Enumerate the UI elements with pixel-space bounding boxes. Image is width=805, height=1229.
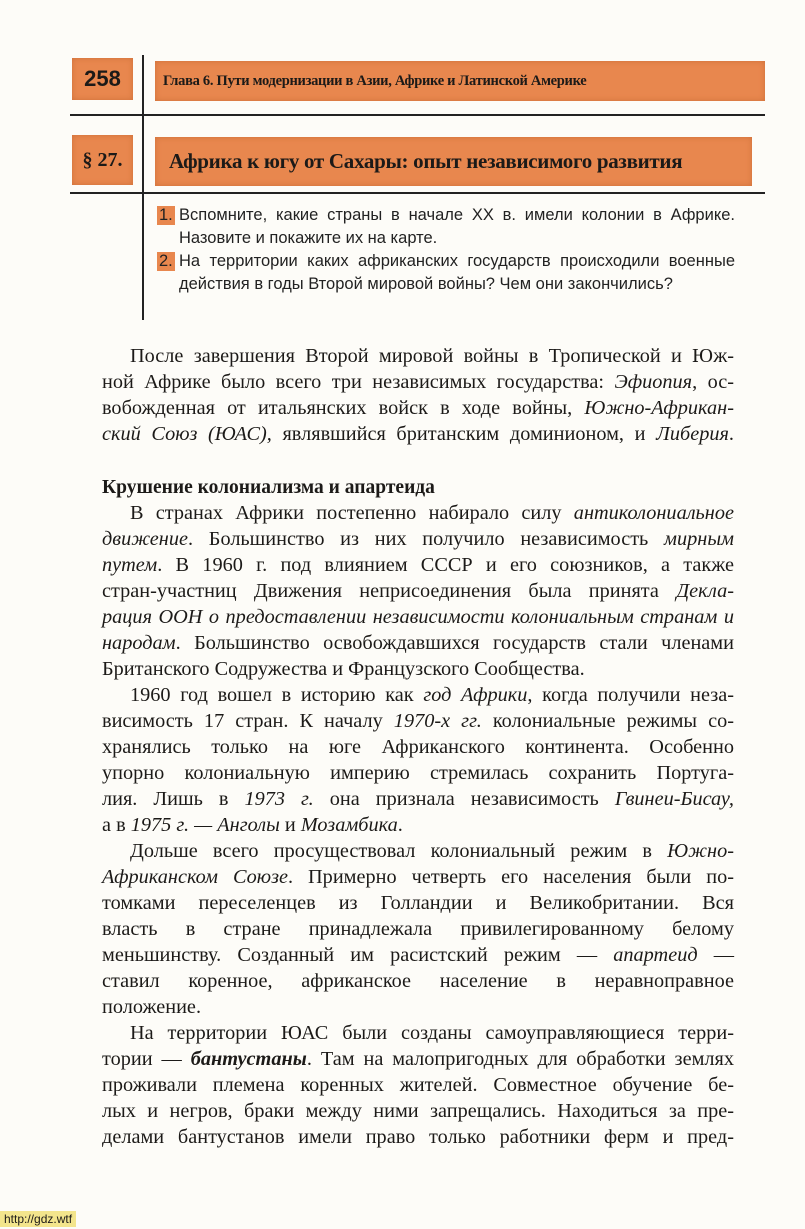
text-segment: и <box>279 814 301 836</box>
text-line <box>102 369 734 395</box>
text-segment: тории — <box>102 1048 191 1070</box>
emphasis-text: Мозамбика <box>300 814 398 836</box>
emphasis-text: 1970-х гг. <box>393 710 482 732</box>
text-line <box>102 708 734 734</box>
text-segment: , когда получили неза- <box>527 684 734 706</box>
text-segment: . Большинство из них получило независимость <box>188 528 665 550</box>
emphasis-text: Либерия <box>656 423 729 445</box>
question <box>157 204 735 250</box>
emphasis-text: Южно-Африкан- <box>584 397 734 419</box>
text-line <box>102 890 734 916</box>
emphasis-text: год Африки <box>423 684 528 706</box>
paragraph <box>102 343 734 447</box>
vertical-rule <box>142 55 144 320</box>
text-line <box>102 1124 734 1150</box>
section-title: Африка к югу от Сахары: опыт независимого развития <box>155 137 752 186</box>
question-text: Вспомните, какие страны в начале XX в. имели колонии в Африке. Назовите и покажите их на карте. <box>179 206 735 247</box>
text-segment: лых и негров, браки между ними запрещались. Находиться за пре- <box>102 1100 734 1122</box>
text-segment: . В 1960 г. под влиянием СССР и его союзников, а также <box>157 554 734 576</box>
horizontal-rule <box>70 114 765 116</box>
text-segment: . <box>397 814 403 836</box>
emphasis-text: Эфиопия <box>614 371 693 393</box>
text-segment: она признала независимость <box>313 788 615 810</box>
subheading: Крушение колониализма и апартеида <box>102 477 435 498</box>
text-segment: делами бантустанов имели право только работники ферм и пред- <box>102 1126 734 1148</box>
page-number: 258 <box>72 58 133 100</box>
text-segment: . <box>728 423 734 445</box>
text-segment: После завершения Второй мировой войны в Тропической и Юж- <box>130 345 734 367</box>
text-line <box>102 343 734 369</box>
text-segment: Дольше всего просуществовал колониальный режим в <box>130 840 668 862</box>
emphasis-text: 1973 г. <box>244 788 314 810</box>
horizontal-rule <box>70 192 765 194</box>
emphasis-text: бантустаны <box>190 1048 307 1070</box>
text-segment: томками переселенцев из Голландии и Великобритании. Вся <box>102 892 734 914</box>
text-segment: меньшинству. Созданный им расистский режим — <box>102 944 614 966</box>
text-line <box>102 1020 734 1046</box>
emphasis-text: Африканском Союзе <box>102 866 288 888</box>
emphasis-text: Гвинеи-Бисау, <box>614 788 734 810</box>
emphasis-text: ский Союз (ЮАС), <box>102 423 272 445</box>
text-line <box>102 812 734 838</box>
text-segment: На территории ЮАС были созданы самоуправляющиеся терри- <box>130 1022 734 1044</box>
text-segment: В странах Африки постепенно набирало силу <box>130 502 574 524</box>
text-line <box>102 994 734 1020</box>
text-line <box>102 968 734 994</box>
text-line <box>102 734 734 760</box>
text-segment: положение. <box>102 996 202 1018</box>
text-segment: являвшийся британским доминионом, и <box>271 423 657 445</box>
emphasis-text: движение <box>102 528 189 550</box>
text-segment: проживали племена коренных жителей. Совместное обучение бе- <box>102 1074 734 1096</box>
review-questions <box>157 204 735 296</box>
chapter-title: Глава 6. Пути модернизации в Азии, Африке и Латинской Америке <box>155 61 765 101</box>
text-segment: висимость 17 стран. К началу <box>102 710 394 732</box>
text-segment: , ос- <box>692 371 734 393</box>
paragraph <box>102 500 734 682</box>
paragraph <box>102 1020 734 1150</box>
emphasis-text: антиколониальное <box>573 502 734 524</box>
paragraph <box>102 838 734 1020</box>
text-line <box>102 395 734 421</box>
text-line <box>102 916 734 942</box>
text-line <box>102 526 734 552</box>
question-text: На территории каких африканских государств происходили военные действия в годы Второй мировой войны? Чем они закончились? <box>179 252 735 293</box>
emphasis-text: путем <box>102 554 158 576</box>
emphasis-text: Южно- <box>667 840 734 862</box>
text-line <box>102 760 734 786</box>
emphasis-text: народам <box>102 632 176 654</box>
text-segment: а в <box>102 814 131 836</box>
text-line <box>102 604 734 630</box>
text-line <box>102 500 734 526</box>
emphasis-text: мирным <box>664 528 734 550</box>
text-segment: ной Африке было всего три независимых государства: <box>102 371 615 393</box>
emphasis-text: апартеид <box>613 944 698 966</box>
emphasis-text: 1975 г. — Анголы <box>130 814 280 836</box>
body-text <box>102 343 734 1150</box>
text-segment: стран-участниц Движения неприсоединения была принята <box>102 580 677 602</box>
text-segment: лия. Лишь в <box>102 788 245 810</box>
text-line <box>102 421 734 447</box>
text-segment: . Большинство освобождавшихся государств стали членами <box>175 632 734 654</box>
text-line <box>102 630 734 656</box>
text-segment: колониальные режимы со- <box>481 710 734 732</box>
question-number: 2. <box>159 252 173 270</box>
text-segment: . Примерно четверть его населения были по- <box>287 866 734 888</box>
text-line <box>102 838 734 864</box>
question-number: 1. <box>159 206 173 224</box>
text-line <box>102 786 734 812</box>
text-line <box>102 656 734 682</box>
text-line <box>102 864 734 890</box>
text-segment: ставил коренное, африканское население в неравноправное <box>102 970 734 992</box>
section-number: § 27. <box>72 135 133 185</box>
watermark: http://gdz.wtf <box>0 1211 76 1227</box>
text-line <box>102 1046 734 1072</box>
text-segment: Британского Содружества и Французского Сообщества. <box>102 658 585 680</box>
text-line <box>102 1072 734 1098</box>
emphasis-text: Декла- <box>676 580 734 602</box>
text-segment: упорно колониальную империю стремилась сохранить Португа- <box>102 762 734 784</box>
emphasis-text: рация ООН о предоставлении независимости колониальным странам и <box>102 606 734 628</box>
text-segment: — <box>697 944 734 966</box>
question <box>157 250 735 296</box>
text-line <box>102 578 734 604</box>
text-segment: . Там на малопригодных для обработки землях <box>306 1048 734 1070</box>
text-line <box>102 942 734 968</box>
text-line <box>102 1098 734 1124</box>
text-segment: 1960 год вошел в историю как <box>130 684 424 706</box>
text-line <box>102 552 734 578</box>
text-segment: вобожденная от итальянских войск в ходе войны, <box>102 397 585 419</box>
paragraph <box>102 682 734 838</box>
text-segment: хранялись только на юге Африканского континента. Особенно <box>102 736 734 758</box>
text-segment: власть в стране принадлежала привилегированному белому <box>102 918 734 940</box>
text-line <box>102 682 734 708</box>
